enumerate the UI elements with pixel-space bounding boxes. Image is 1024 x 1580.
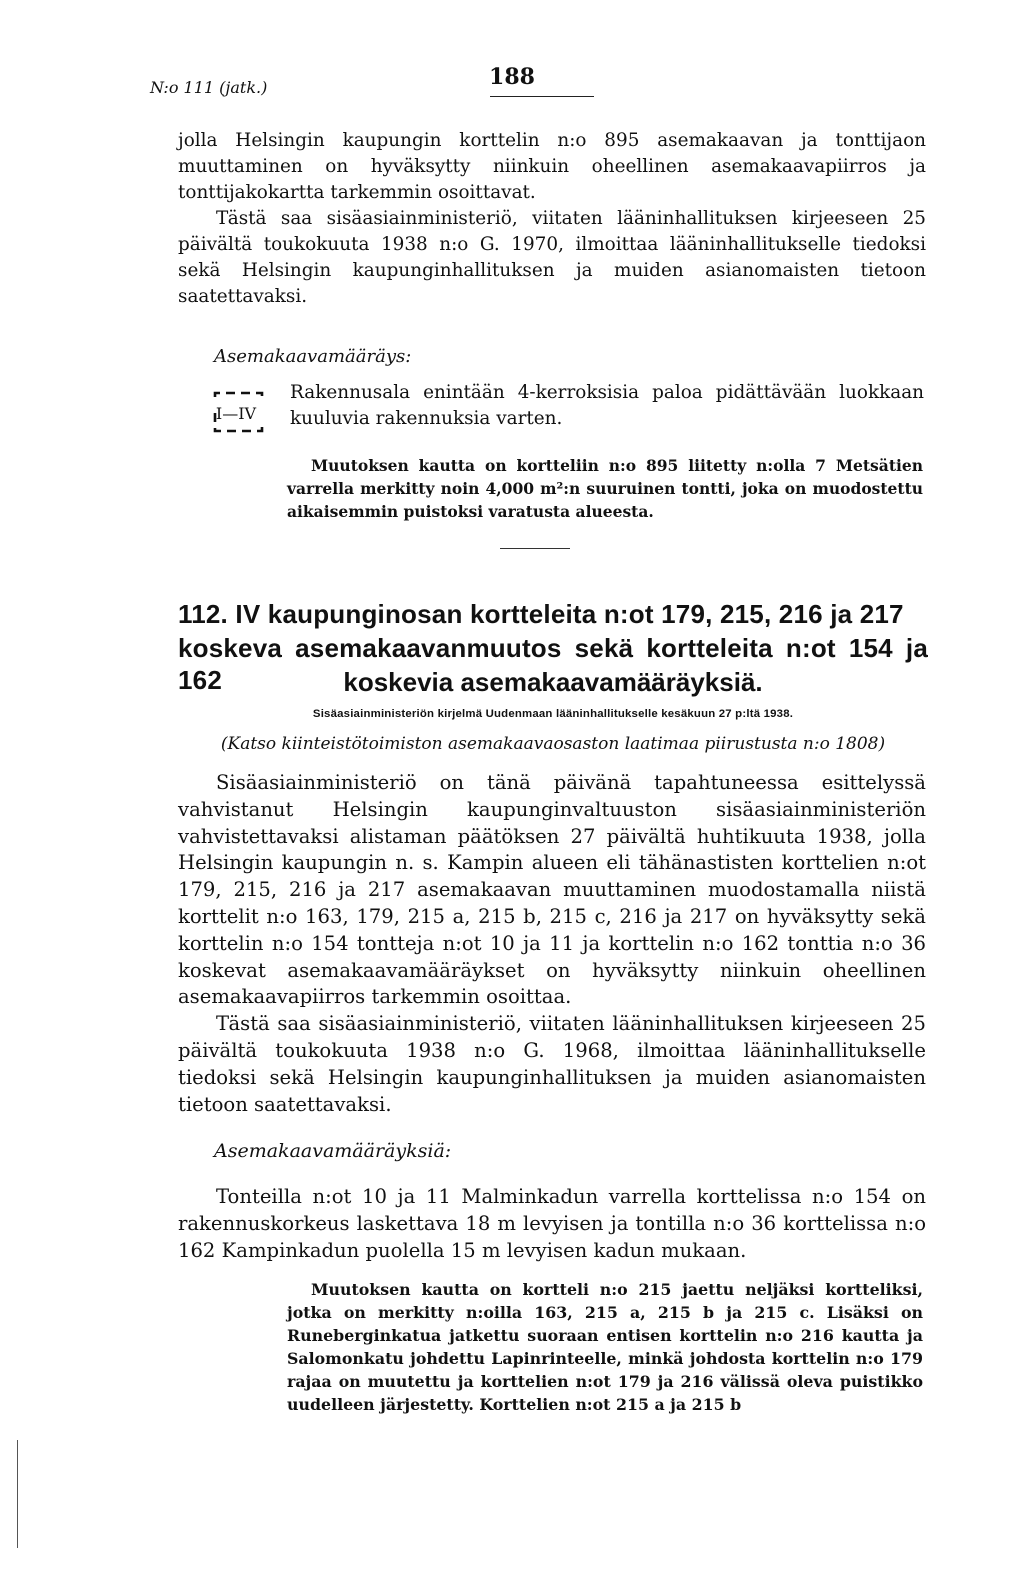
section-paragraph-1: Sisäasiainministeriö on tänä päivänä tapahtuneessa esittelyssä vahvistanut Helsingin kaupunginvaltuuston sisäasiainministeriön vahvistettavaksi alistaman päätöksen 27 päivältä huhtikuuta 1938, jolla Helsingin kaupungin n. s. Kampin alueen eli tähänastisten korttelien n:ot 179, 215, 216 ja 217 asemakaavan muuttaminen muodostamalla niistä korttelit n:o 163, 179, 215 a, 215 b, 215 c, 216 ja 217 on hyväksytty sekä korttelin n:o 154 tontteja n:ot 10 ja 11 ja korttelin n:o 162 tonttia n:o 36 koskevat asemakaavamääräykset on hyväksytty niinkuin oheellinen asemakaavapiirros tarkemmin osoittaa. <box>178 771 926 1009</box>
regulation-block <box>178 1184 926 1264</box>
page-number-rule <box>490 96 594 97</box>
regulations-heading: Asemakaavamääräyksiä: <box>214 1140 452 1162</box>
section-divider <box>500 548 570 549</box>
section-title-line-2: koskeva asemakaavanmuutos sekä kortteleita n:ot 154 ja 162 <box>178 633 928 695</box>
top-paragraph-2: Tästä saa sisäasiainministeriö, viitaten lääninhallituksen kirjeeseen 25 päivältä toukokuuta 1938 n:o G. 1970, ilmoittaa lääninhallitukselle tiedoksi sekä Helsingin kaupunginhallituksen ja muiden asianomaisten tietoon saatettavaksi. <box>178 208 926 307</box>
section-title-line-1 <box>178 598 928 630</box>
note-kortteli-895 <box>287 454 923 523</box>
section-title-line-3: koskevia asemakaavamääräyksiä. <box>343 667 763 697</box>
legend-text: Rakennusala enintään 4-kerroksisia paloa pidättävään luokkaan kuuluvia rakennuksia varten. <box>290 382 924 429</box>
section-paragraph-2: Tästä saa sisäasiainministeriö, viitaten lääninhallituksen kirjeeseen 25 päivältä toukokuuta 1938 n:o G. 1968, ilmoittaa lääninhallitukselle tiedoksi sekä Helsingin kaupunginhallituksen ja muiden asianomaisten tietoon saatettavaksi. <box>178 1012 926 1116</box>
top-text-block <box>178 128 926 310</box>
page-number: 188 <box>489 64 535 90</box>
reference-note: (Katso kiinteistötoimiston asemakaavaosaston laatimaa piirustusta n:o 1808) <box>220 734 886 754</box>
top-paragraph-1: jolla Helsingin kaupungin korttelin n:o 895 asemakaavan ja tonttijaon muuttaminen on hyväksytty niinkuin oheellinen asemakaavapiirros ja tonttijakokartta tarkemmin osoittavat. <box>178 130 926 203</box>
section-number: 112. <box>178 599 228 629</box>
regulation-text: Tonteilla n:ot 10 ja 11 Malminkadun varrella korttelissa n:o 154 on rakennuskorkeus laskettava 18 m levyisen ja tontilla n:o 36 korttelissa n:o 162 Kampinkadun puolella 15 m levyisen kadun mukaan. <box>178 1185 926 1262</box>
note-kortteli-215 <box>287 1278 923 1416</box>
section-title-text-1: IV kaupunginosan kortteleita n:ot 179, 215, 216 ja 217 <box>235 599 904 629</box>
section-body <box>178 770 926 1118</box>
note-2-text: Muutoksen kautta on kortteli n:o 215 jaettu neljäksi kortteliksi, jotka on merkitty n:oilla 163, 215 a, 215 b ja 215 c. Lisäksi on Runeberginkatua jatkettu suoraan entisen korttelin n:o 216 kautta ja Salomonkatu johdettu Lapinrinteelle, minkä johdosta korttelin n:o 179 rajaa on muutettu ja korttelien n:ot 179 ja 216 välissä oleva puistikko uudelleen järjestetty. Korttelien n:ot 215 a ja 215 b <box>287 1280 923 1414</box>
building-area-legend-symbol <box>212 391 266 433</box>
source-line: Sisäasiainministeriön kirjelmä Uudenmaan lääninhallitukselle kesäkuun 27 p:ltä 1938. <box>312 708 794 720</box>
margin-mark <box>17 1440 18 1548</box>
legend-symbol-label: I—IV <box>215 404 257 423</box>
note-text: Muutoksen kautta on kortteliin n:o 895 liitetty n:olla 7 Metsätien varrella merkitty noin 4,000 m²:n suuruinen tontti, joka on muodostettu aikaisemmin puistoksi varatusta alueesta. <box>287 456 923 521</box>
continuation-label: N:o 111 (jatk.) <box>150 78 268 97</box>
regulation-heading: Asemakaavamääräys: <box>214 346 412 367</box>
